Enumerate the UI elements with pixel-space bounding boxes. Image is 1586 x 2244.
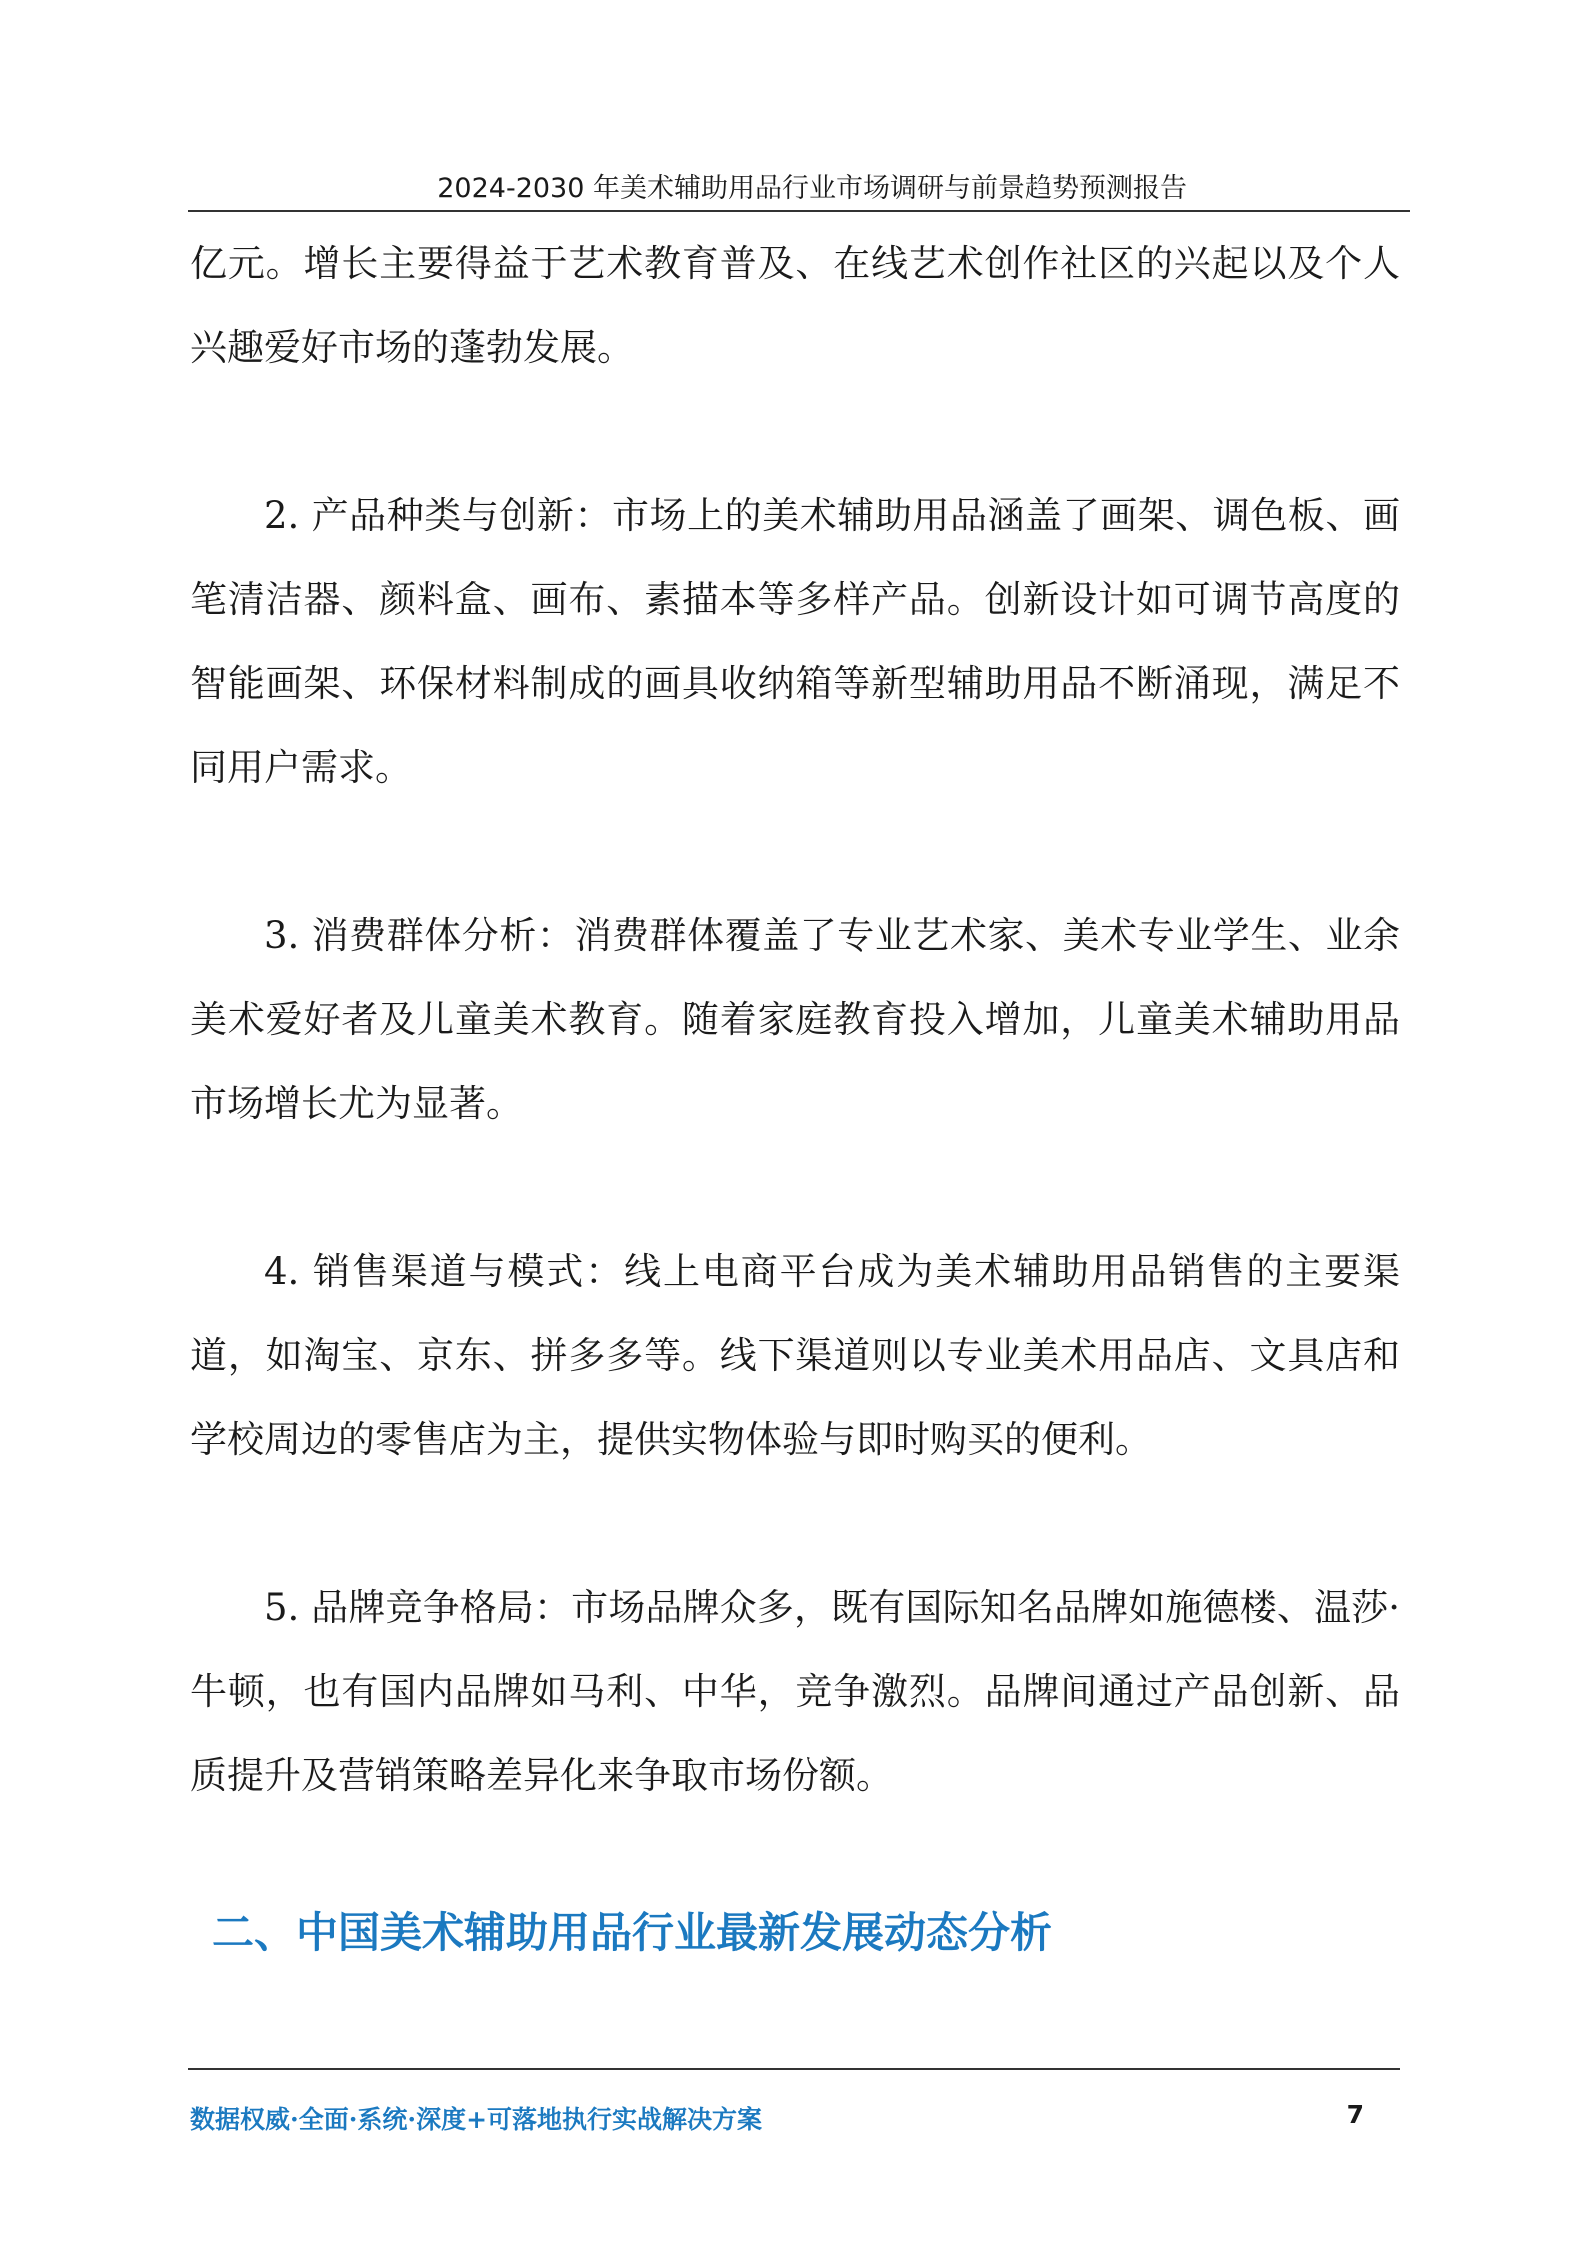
page-footer: [188, 2068, 1400, 2134]
page-number: 7: [1346, 2100, 1364, 2129]
body-content: [190, 222, 1400, 1818]
intro-paragraph: 亿元。增长主要得益于艺术教育普及、在线艺术创作社区的兴起以及个人兴趣爱好市场的蓬勃发展。: [190, 242, 1400, 369]
footer-slogan: 数据权威·全面·系统·深度+可落地执行实战解决方案: [190, 2105, 763, 2134]
list-item-sales-channels: 4. 销售渠道与模式：线上电商平台成为美术辅助用品销售的主要渠道，如淘宝、京东、拼多多等。线下渠道则以专业美术用品店、文具店和学校周边的零售店为主，提供实物体验与即时购买的便利。: [190, 1250, 1400, 1461]
report-title: 2024-2030 年美术辅助用品行业市场调研与前景趋势预测报告: [437, 173, 1187, 204]
list-item-brand-competition: 5. 品牌竞争格局：市场品牌众多，既有国际知名品牌如施德楼、温莎·牛顿，也有国内品牌如马利、中华，竞争激烈。品牌间通过产品创新、品质提升及营销策略差异化来争取市场份额。: [190, 1586, 1400, 1797]
section-heading: 二、中国美术辅助用品行业最新发展动态分析: [212, 1908, 1053, 1957]
list-item-product-types: 2. 产品种类与创新：市场上的美术辅助用品涵盖了画架、调色板、画笔清洁器、颜料盒、画布、素描本等多样产品。创新设计如可调节高度的智能画架、环保材料制成的画具收纳箱等新型辅助用品不断涌现，满足不同用户需求。: [190, 494, 1400, 789]
list-item-consumer-groups: 3. 消费群体分析：消费群体覆盖了专业艺术家、美术专业学生、业余美术爱好者及儿童美术教育。随着家庭教育投入增加，儿童美术辅助用品市场增长尤为显著。: [190, 914, 1400, 1125]
page-header: [188, 160, 1410, 212]
